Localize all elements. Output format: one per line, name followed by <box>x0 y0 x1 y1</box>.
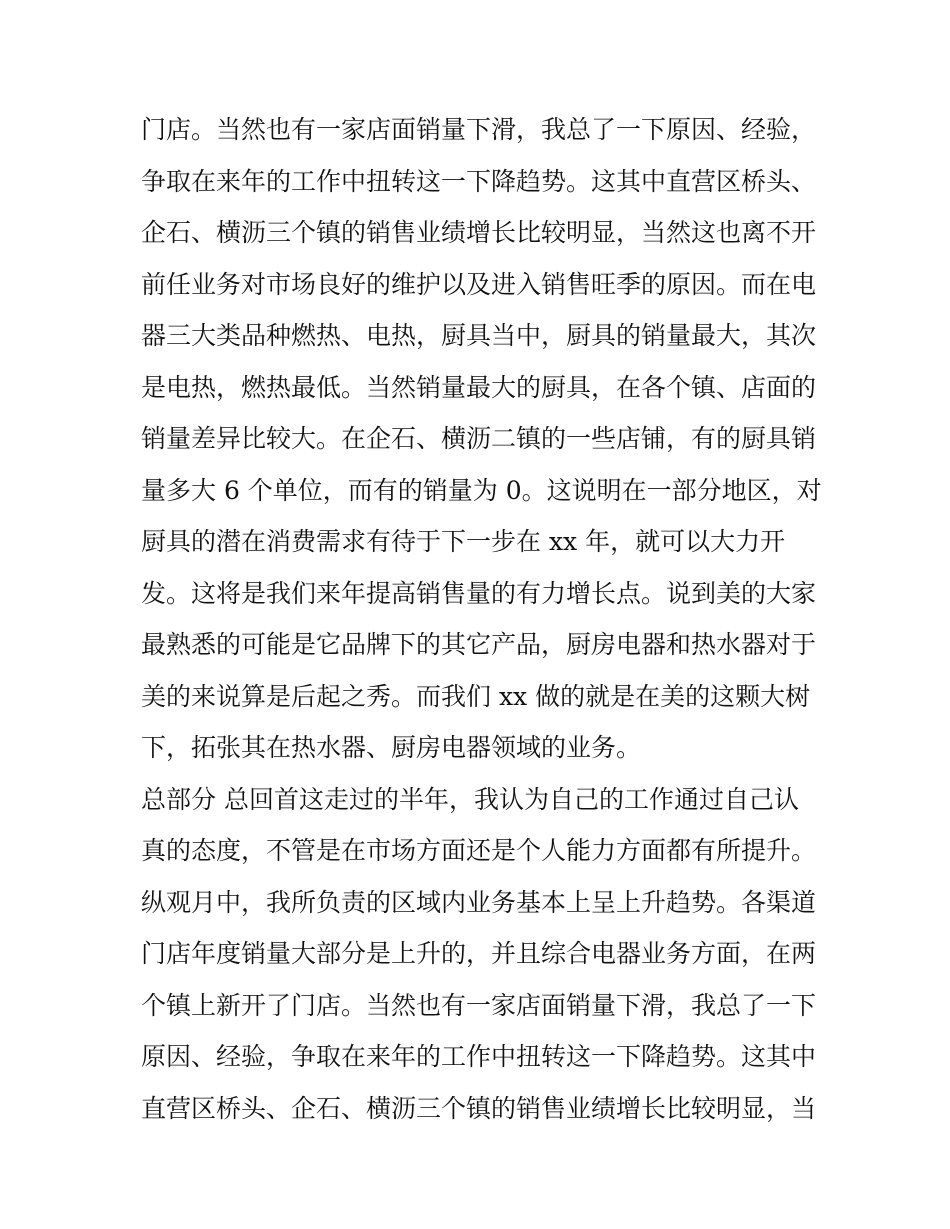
text-line: 下，拓张其在热水器、厨房电器领域的业务。 <box>141 733 642 762</box>
text-line: 器三大类品种燃热、电热，厨具当中，厨具的销量最大，其次 <box>141 321 817 350</box>
text-line: 最熟悉的可能是它品牌下的其它产品，厨房电器和热水器对于 <box>141 630 817 659</box>
text-line: 厨具的潜在消费需求有待于下一步在 xx 年，就可以大力开 <box>141 527 786 556</box>
text-line: 争取在来年的工作中扭转这一下降趋势。这其中直营区桥头、 <box>141 166 817 196</box>
text-line: 企石、横沥三个镇的销售业绩增长比较明显，当然这也离不开 <box>141 218 817 247</box>
text-line: 原因、经验，争取在来年的工作中扭转这一下降趋势。这其中 <box>141 1042 817 1071</box>
text-line: 销量差异比较大。在企石、横沥二镇的一些店铺，有的厨具销 <box>141 424 817 453</box>
text-line: 美的来说算是后起之秀。而我们 xx 做的就是在美的这颗大树 <box>141 681 811 711</box>
text-line: 发。这将是我们来年提高销售量的有力增长点。说到美的大家 <box>141 578 817 608</box>
text-line: 真的态度，不管是在市场方面还是个人能力方面都有所提升。 <box>141 836 817 865</box>
text-line: 门店。当然也有一家店面销量下滑，我总了一下原因、经验， <box>141 115 817 144</box>
text-line: 门店年度销量大部分是上升的，并且综合电器业务方面，在两 <box>141 939 817 968</box>
text-line: 总部分 总回首这走过的半年，我认为自己的工作通过自己认 <box>141 784 799 814</box>
body-text <box>141 108 821 1138</box>
text-line: 直营区桥头、企石、横沥三个镇的销售业绩增长比较明显，当 <box>141 1093 817 1123</box>
text-line: 纵观月中，我所负责的区域内业务基本上呈上升趋势。各渠道 <box>141 887 817 917</box>
text-line: 前任业务对市场良好的维护以及进入销售旺季的原因。而在电 <box>141 269 817 299</box>
text-line: 是电热，燃热最低。当然销量最大的厨具，在各个镇、店面的 <box>141 372 817 402</box>
text-line: 个镇上新开了门店。当然也有一家店面销量下滑，我总了一下 <box>141 990 817 1020</box>
text-line: 量多大 6 个单位，而有的销量为 0。这说明在一部分地区，对 <box>141 475 822 505</box>
